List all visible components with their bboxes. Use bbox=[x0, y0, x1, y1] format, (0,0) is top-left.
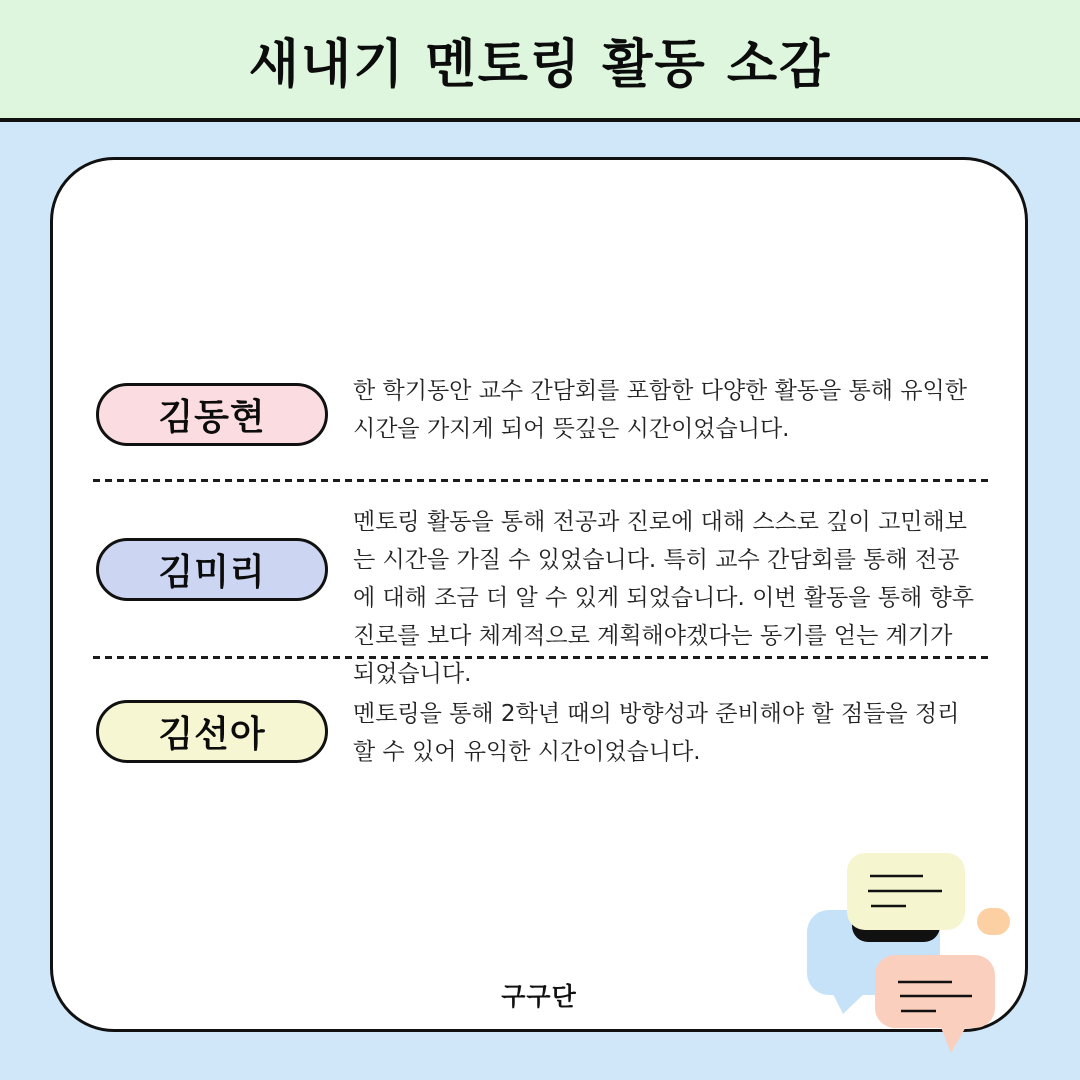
title-banner bbox=[0, 0, 1080, 122]
speech-bubbles-illustration bbox=[790, 840, 1080, 1080]
name-badge bbox=[96, 538, 328, 601]
speech-bubble-yellow-icon bbox=[847, 853, 965, 930]
name-badge bbox=[96, 383, 328, 446]
mentee-name: 김선아 bbox=[158, 714, 266, 755]
mentee-name: 김동현 bbox=[158, 397, 266, 438]
accent-dot-icon bbox=[977, 908, 1010, 935]
brand-footer: 구구단 bbox=[501, 982, 577, 1011]
dashed-divider bbox=[93, 656, 993, 659]
testimonial-text: 멘토링을 통해 2학년 때의 방향성과 준비해야 할 점들을 정리할 수 있어 유익한 시간이었습니다. bbox=[353, 701, 960, 765]
testimonial-text: 멘토링 활동을 통해 전공과 진로에 대해 스스로 깊이 고민해보는 시간을 가질 수 있었습니다. 특히 교수 간담회를 통해 전공에 대해 조금 더 알 수 있게 되었습니다. 이번 활동을 통해 향후 진로를 보다 체계적으로 계획해야겠다는 동기를 얻는 계기가 되었습니다. bbox=[353, 509, 974, 687]
name-badge bbox=[96, 700, 328, 763]
dashed-divider bbox=[93, 479, 993, 482]
page-title: 새내기 멘토링 활동 소감 bbox=[248, 34, 832, 95]
testimonial-text: 한 학기동안 교수 간담회를 포함한 다양한 활동을 통해 유익한 시간을 가지게 되어 뜻깊은 시간이었습니다. bbox=[353, 378, 967, 442]
mentee-name: 김미리 bbox=[158, 552, 266, 593]
speech-bubble-peach-icon bbox=[875, 955, 995, 1053]
